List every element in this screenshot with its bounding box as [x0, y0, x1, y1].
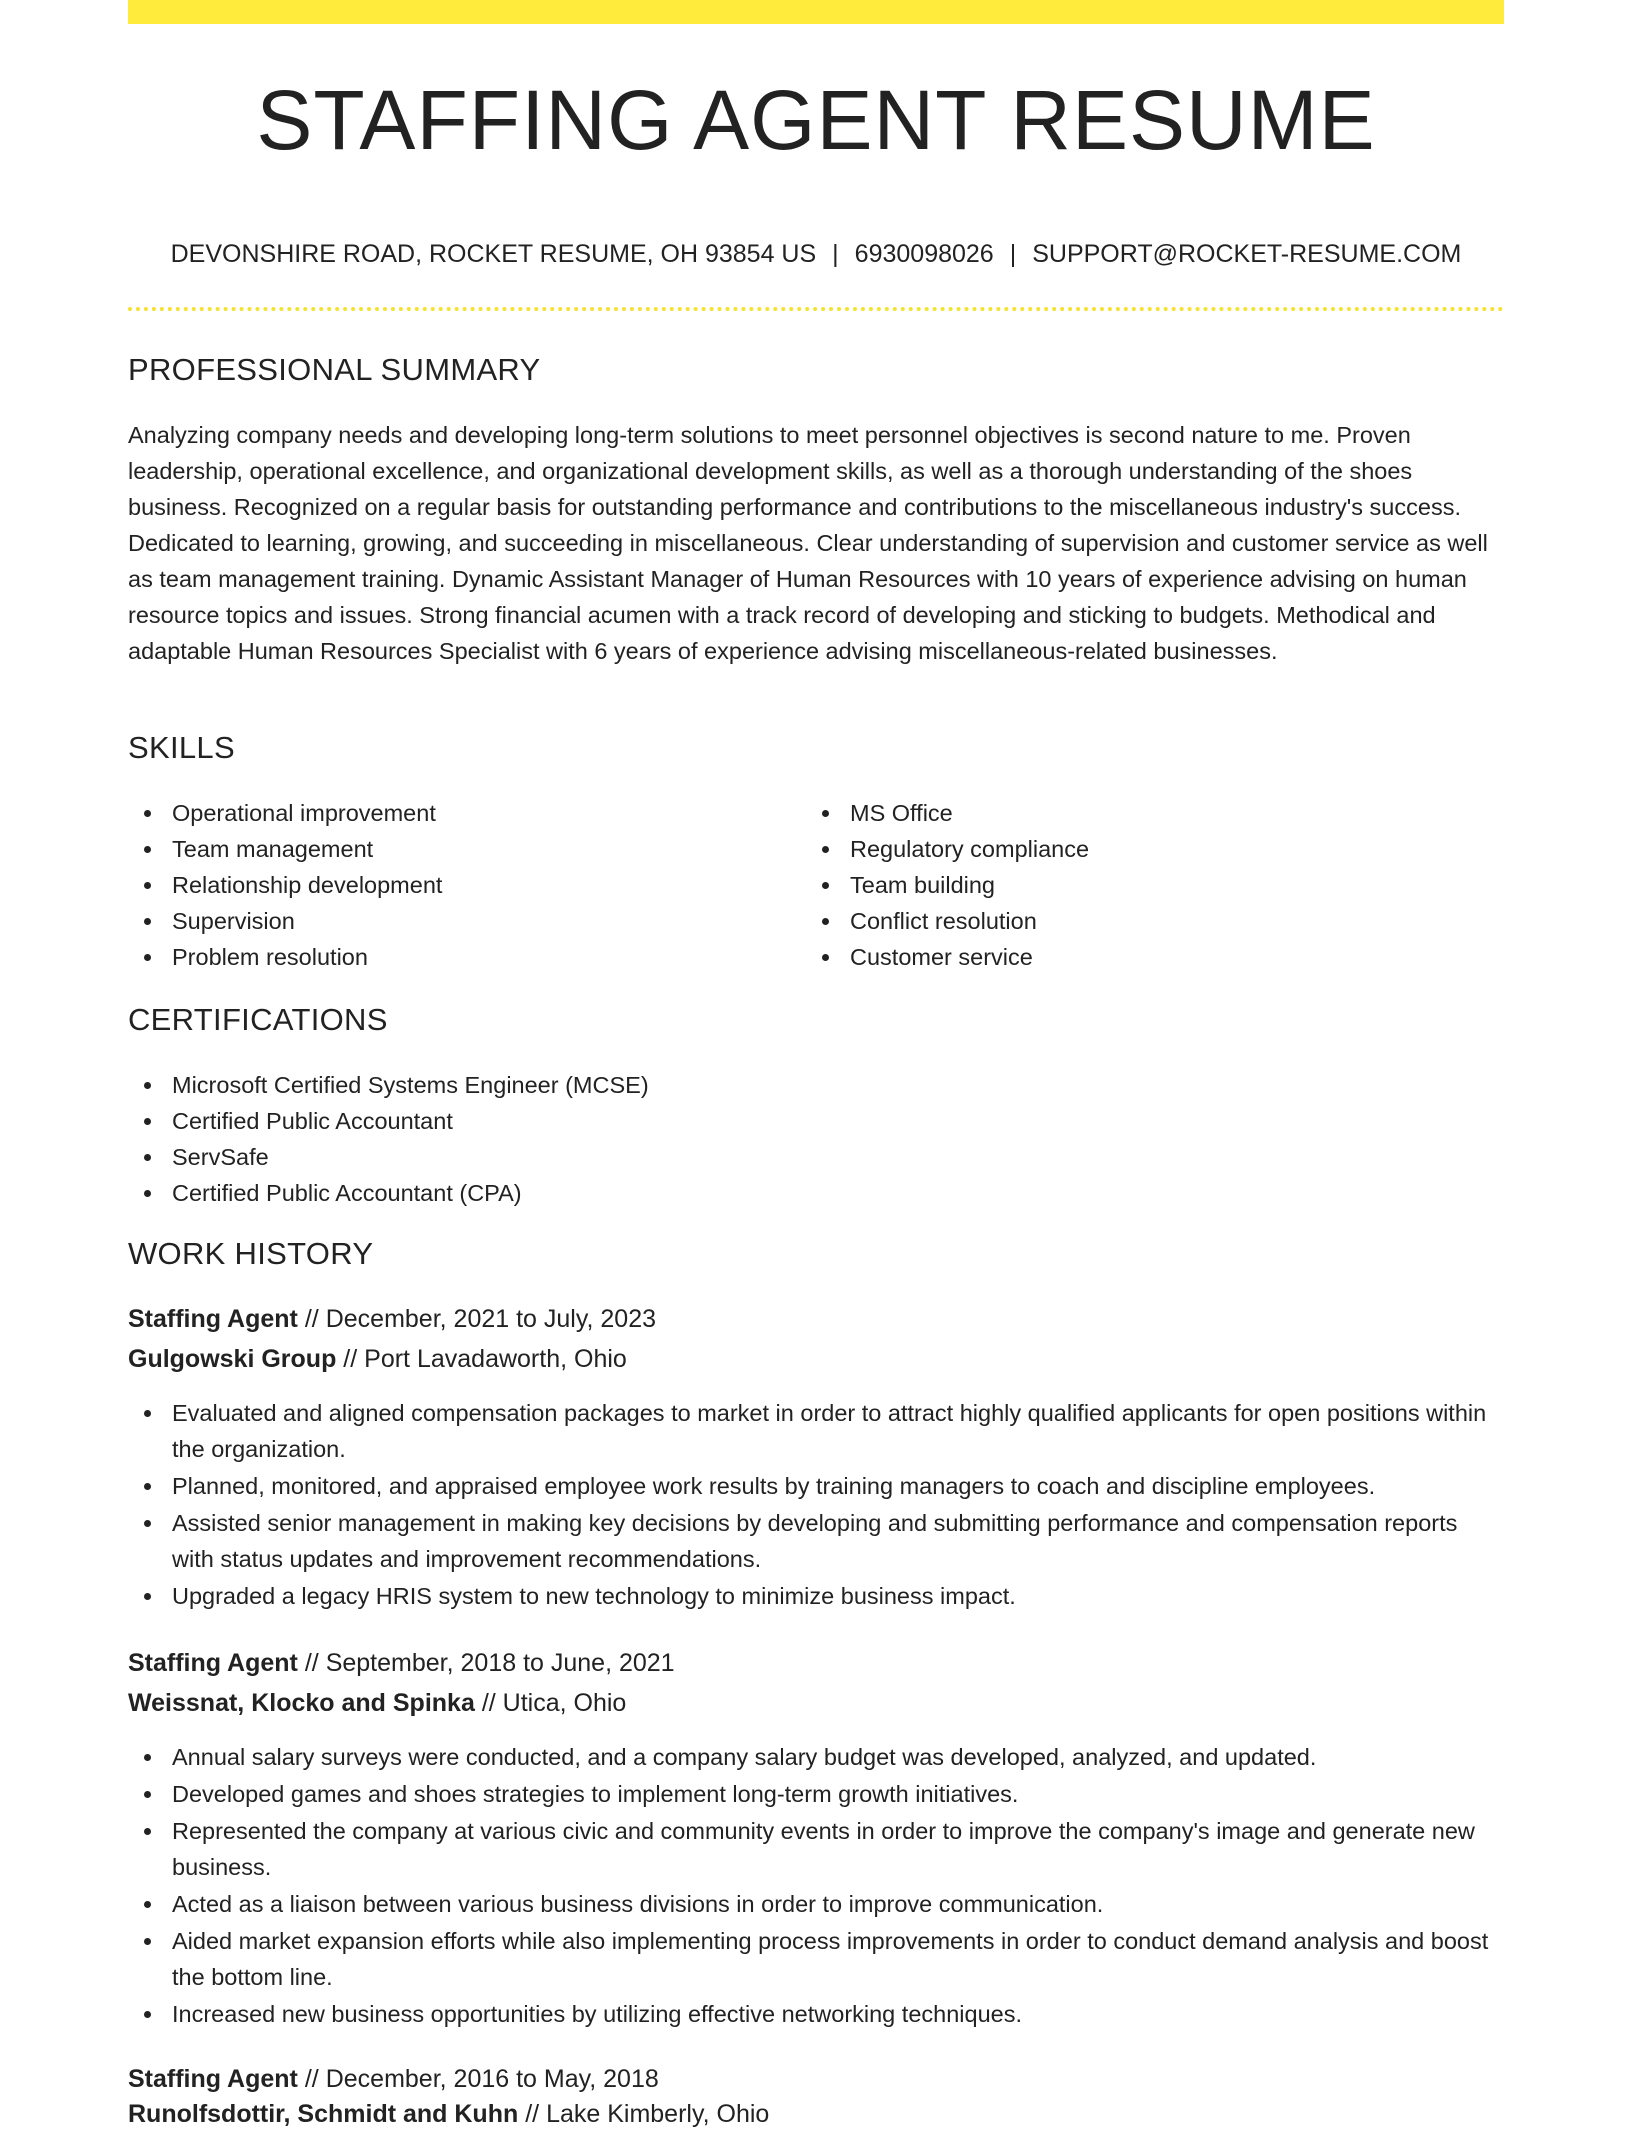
- certification-item: ServSafe: [128, 1139, 1504, 1175]
- job-bullet: Represented the company at various civic and community events in order to improve the company's image and generate new business.: [128, 1813, 1504, 1885]
- divider: //: [343, 1345, 358, 1373]
- job-bullet: Aided market expansion efforts while also implementing process improvements in order to conduct demand analysis and boost the bottom line.: [128, 1923, 1504, 1995]
- skills-list-left: [128, 795, 788, 975]
- job-bullet: Assisted senior management in making key decisions by developing and submitting performance and compensation reports with status updates and improvement recommendations.: [128, 1505, 1504, 1577]
- divider: //: [304, 1649, 319, 1677]
- job-bullet: Evaluated and aligned compensation packages to market in order to attract highly qualified applicants for open positions within the organization.: [128, 1395, 1504, 1467]
- certification-item: Microsoft Certified Systems Engineer (MCSE): [128, 1067, 1504, 1103]
- skill-item: Supervision: [128, 903, 788, 939]
- summary-heading: PROFESSIONAL SUMMARY: [128, 352, 541, 387]
- job-location: Port Lavadaworth, Ohio: [364, 1345, 627, 1373]
- contact-line: [128, 240, 1504, 269]
- job-title: Staffing Agent: [128, 2065, 298, 2093]
- divider: //: [304, 1305, 319, 1333]
- skills-list-right: [806, 795, 1466, 975]
- job-title: Staffing Agent: [128, 1649, 298, 1677]
- job-bullet: Acted as a liaison between various business divisions in order to improve communication.: [128, 1886, 1504, 1922]
- separator: |: [1009, 240, 1017, 268]
- skill-item: Operational improvement: [128, 795, 788, 831]
- job-dates: December, 2016 to May, 2018: [325, 2065, 659, 2093]
- job-title-line: [128, 2065, 659, 2094]
- job-company: Weissnat, Klocko and Spinka: [128, 1689, 475, 1717]
- dotted-divider: [128, 307, 1504, 311]
- resume-title: STAFFING AGENT RESUME: [256, 73, 1376, 167]
- divider: //: [481, 1689, 496, 1717]
- job-location: Lake Kimberly, Ohio: [546, 2100, 770, 2128]
- job-bullet: Developed games and shoes strategies to implement long-term growth initiatives.: [128, 1776, 1504, 1812]
- work-history-heading: WORK HISTORY: [128, 1236, 374, 1271]
- job-bullet: Planned, monitored, and appraised employee work results by training managers to coach and discipline employees.: [128, 1468, 1504, 1504]
- separator: |: [832, 240, 839, 268]
- job-dates: December, 2021 to July, 2023: [325, 1305, 657, 1333]
- job-bullet: Annual salary surveys were conducted, and a company salary budget was developed, analyzed, and updated.: [128, 1739, 1504, 1775]
- job-company-line: [128, 2100, 769, 2129]
- job-company: Gulgowski Group: [128, 1345, 337, 1373]
- skill-item: Customer service: [806, 939, 1466, 975]
- skill-item: Conflict resolution: [806, 903, 1466, 939]
- certification-item: Certified Public Accountant (CPA): [128, 1175, 1504, 1211]
- skill-item: MS Office: [806, 795, 1466, 831]
- divider: //: [525, 2100, 540, 2128]
- skills-heading: SKILLS: [128, 730, 235, 765]
- job-company-line: [128, 1689, 626, 1718]
- phone: 6930098026: [854, 240, 994, 268]
- skill-item: Team management: [128, 831, 788, 867]
- email[interactable]: SUPPORT@ROCKET-RESUME.COM: [1032, 240, 1462, 268]
- job-bullet: Increased new business opportunities by utilizing effective networking techniques.: [128, 1996, 1504, 2032]
- skill-item: Team building: [806, 867, 1466, 903]
- certifications-heading: CERTIFICATIONS: [128, 1002, 388, 1037]
- top-accent-bar: [128, 0, 1504, 24]
- job-title-line: [128, 1649, 675, 1678]
- job-location: Utica, Ohio: [502, 1689, 627, 1717]
- job-bullets: [128, 1739, 1504, 2033]
- job-company: Runolfsdottir, Schmidt and Kuhn: [128, 2100, 519, 2128]
- summary-text: Analyzing company needs and developing long-term solutions to meet personnel objectives is second nature to me. Proven leadership, operational excellence, and organizational development skills, as well as a thorough understanding of the shoes business. Recognized on a regular basis for outstanding performance and contributions to the miscellaneous industry's success. Dedicated to learning, growing, and succeeding in miscellaneous. Clear understanding of supervision and customer service as well as team management training. Dynamic Assistant Manager of Human Resources with 10 years of experience advising on human resource topics and issues. Strong financial acumen with a track record of developing and sticking to budgets. Methodical and adaptable Human Resources Specialist with 6 years of experience advising miscellaneous-related businesses.: [128, 422, 1488, 664]
- certification-item: Certified Public Accountant: [128, 1103, 1504, 1139]
- skill-item: Problem resolution: [128, 939, 788, 975]
- certifications-list: [128, 1067, 1504, 1211]
- job-bullets: [128, 1395, 1504, 1615]
- job-bullet: Upgraded a legacy HRIS system to new technology to minimize business impact.: [128, 1578, 1504, 1614]
- skill-item: Relationship development: [128, 867, 788, 903]
- job-dates: September, 2018 to June, 2021: [325, 1649, 675, 1677]
- skill-item: Regulatory compliance: [806, 831, 1466, 867]
- job-company-line: [128, 1345, 627, 1374]
- address: DEVONSHIRE ROAD, ROCKET RESUME, OH 93854 US: [170, 240, 817, 268]
- job-title-line: [128, 1305, 656, 1334]
- job-title: Staffing Agent: [128, 1305, 298, 1333]
- divider: //: [304, 2065, 319, 2093]
